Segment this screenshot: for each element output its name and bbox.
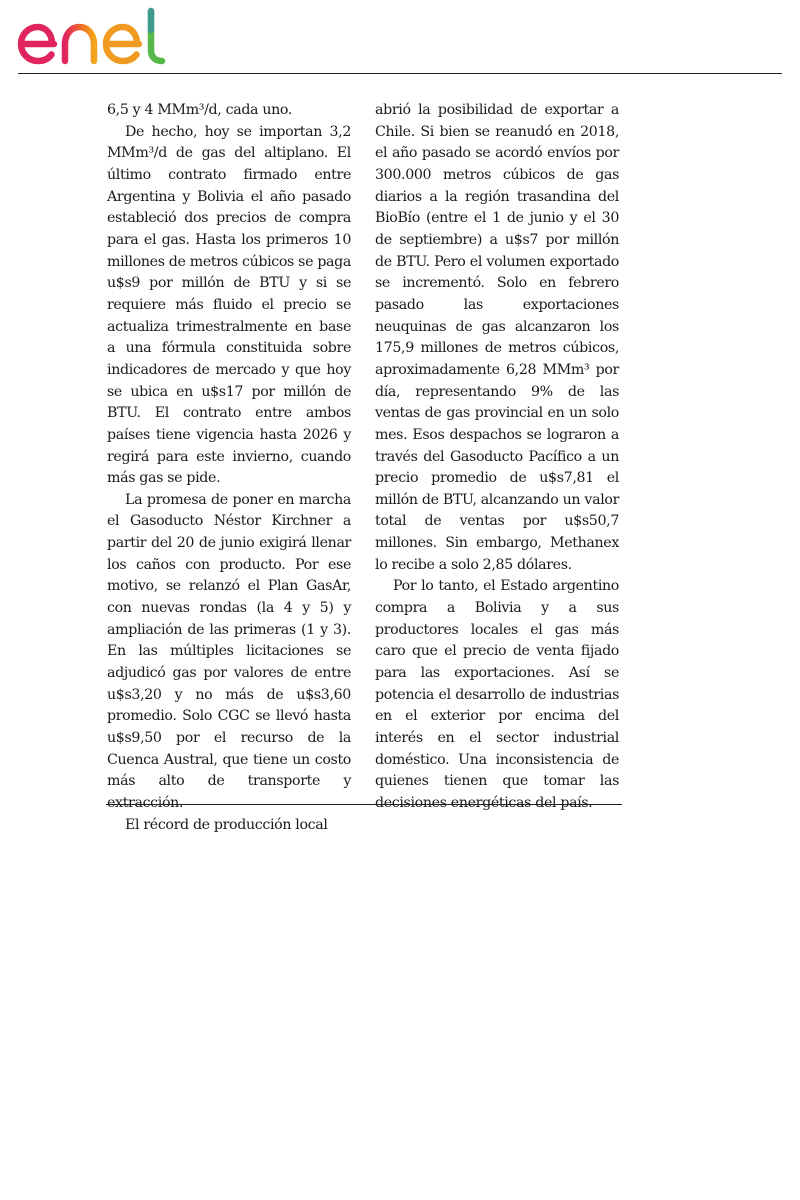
article-column-left	[107, 100, 351, 836]
page-header	[0, 0, 800, 76]
article-column-right	[375, 100, 619, 815]
logo-text	[0, 0, 1, 1]
header-divider	[18, 73, 782, 74]
paragraph: Por lo tanto, el Estado argentino compra a Bolivia y a sus productores locales el gas más caro que el precio de venta fijado para las exportaciones. Así se potencia el desarrollo de industrias en el exterior por encima del interés en el sector industrial doméstico. Una inconsistencia de quienes tienen que tomar las decisiones energéticas del país.	[375, 578, 619, 811]
article-end-divider	[106, 804, 622, 805]
paragraph: De hecho, hoy se importan 3,2 MMm³/d de gas del altiplano. El último contrato firmado entre Argentina y Bolivia el año pasado estableció dos precios de compra para el gas. Hasta los primeros 10 millones de metros cúbicos se paga u$s9 por millón de BTU y si se requiere más fluido el precio se actualiza trimestralmente en base a una fórmula constituida sobre indicadores de mercado y que hoy se ubica en u$s17 por millón de BTU. El contrato entre ambos países tiene vigencia hasta 2026 y regirá para este invierno, cuando más gas se pide.	[107, 123, 351, 487]
paragraph: El récord de producción local	[125, 816, 328, 833]
paragraph: abrió la posibilidad de exportar a Chile. Si bien se reanudó en 2018, el año pasado se acordó envíos por 300.000 metros cúbicos de gas diarios a la región trasandina del BioBío (entre el 1 de junio y el 30 de septiembre) a u$s7 por millón de BTU. Pero el volumen exportado se incrementó. Solo en febrero pasado las exportaciones neuquinas de gas alcanzaron los 175,9 millones de metros cúbicos, aproximadamente 6,28 MMm³ por día, representando 9% de las ventas de gas provincial en un solo mes. Esos despachos se lograron a través del Gasoducto Pacífico a un precio promedio de u$s7,81 el millón de BTU, alcanzando un valor total de ventas por u$s50,7 millones. Sin embargo, Methanex lo recibe a solo 2,85 dólares.	[375, 102, 619, 573]
paragraph: La promesa de poner en marcha el Gasoducto Néstor Kirchner a partir del 20 de junio exigirá llenar los caños con producto. Por ese motivo, se relanzó el Plan GasAr, con nuevas rondas (la 4 y 5) y ampliación de las primeras (1 y 3). En las múltiples licitaciones se adjudicó gas por valores de entre u$s3,20 y no más de u$s3,60 promedio. Solo CGC se llevó hasta u$s9,50 por el recurso de la Cuenca Austral, que tiene un costo más alto de transporte y extracción.	[107, 491, 351, 811]
enel-logo	[16, 6, 184, 68]
paragraph: 6,5 y 4 MMm³/d, cada uno.	[107, 102, 292, 118]
